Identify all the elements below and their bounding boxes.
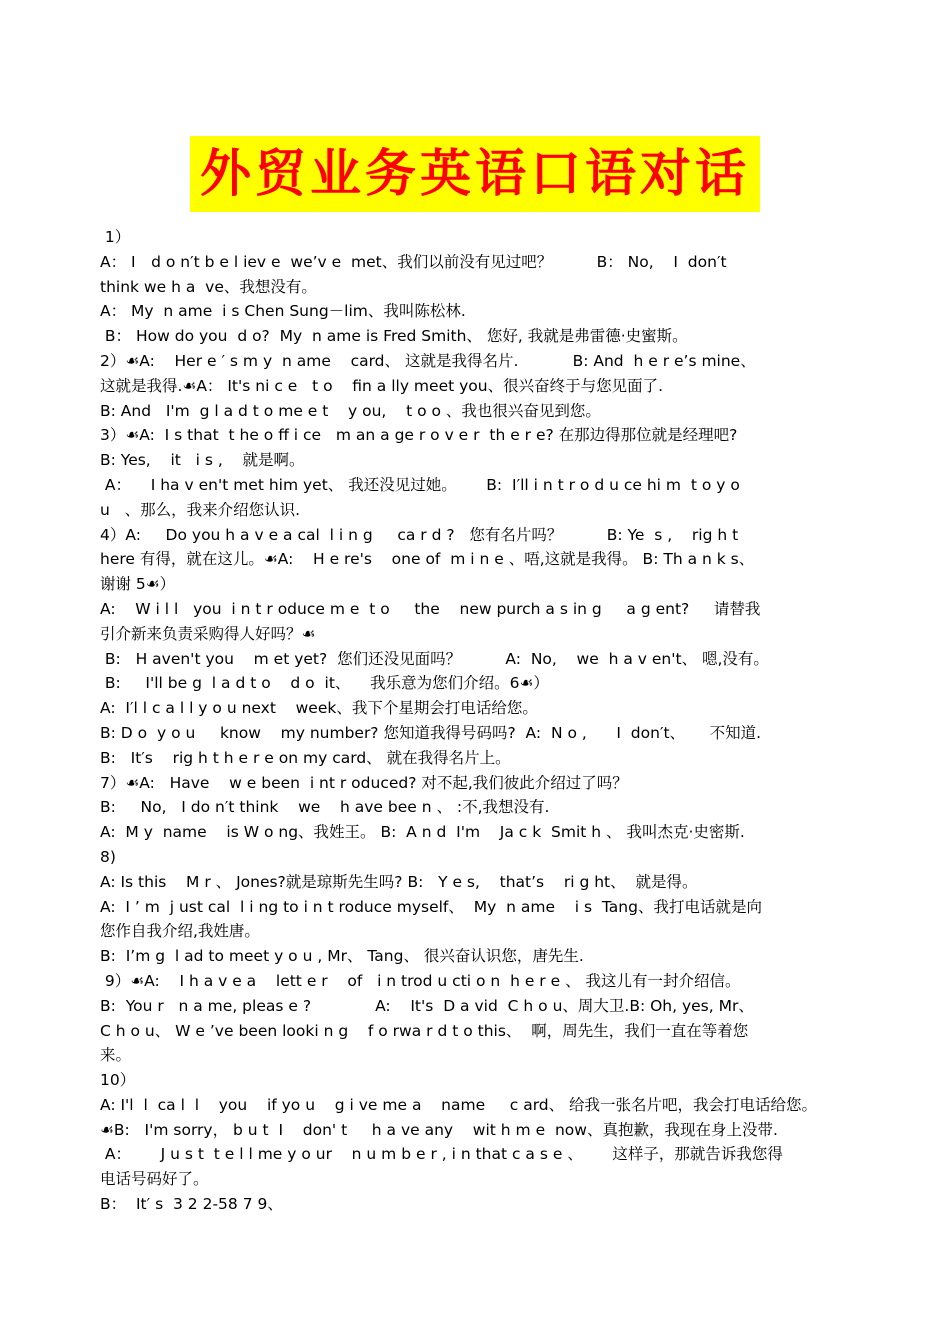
dialogue-line: A: M y name is W o ng、我姓王。 B: A n d I'm Ja c k Smit h 、 我叫杰克·史密斯. [100, 823, 745, 842]
dialogue-line: B: I'll be g l a d t o d o it、 我乐意为您们介绍。6☙） [100, 674, 549, 693]
dialogue-line: B： How do you d o? My n ame is Fred Smith、 您好, 我就是弗雷德·史蜜斯。 [100, 327, 688, 346]
dialogue-line: A： My n ame i s Chen Sung－lim、我叫陈松林. [100, 302, 466, 321]
dialogue-line: A: Is this M r 、 Jones?就是琼斯先生吗? B: Y e s, that’s ri g ht、 就是得。 [100, 872, 698, 891]
dialogue-line: 1） [100, 228, 131, 246]
dialogue-line: B: And I'm g l a d t o me e t y ou, t o o 、我也很兴奋见到您。 [100, 401, 601, 420]
dialogue-line: B: D o y o u know my number? 您知道我得号码吗? A: N o , I don′t、 不知道. [100, 723, 762, 742]
dialogue-line: C h o u、 W e ’ve been looki n g f o rwa r d t o this、 啊，周先生，我们一直在等着您 [100, 1021, 749, 1040]
dialogue-body [100, 225, 816, 1217]
dialogue-line: A： I ha v en't met him yet、 我还没见过她。 B: I′ll i n t r o d u ce hi m t o y o [100, 475, 740, 494]
document-title: 外贸业务英语口语对话 [190, 136, 760, 212]
dialogue-line: 4）A: Do you h a v e a cal l i n g ca r d ? 您有名片吗？ B: Ye s , rig h t [100, 525, 739, 544]
dialogue-line: A: I ’ m j ust cal l i ng to i n t roduce myself、 My n ame i s Tang、我打电话就是向 [100, 897, 762, 916]
dialogue-line: 引介新来负责采购得人好吗？☙ [100, 624, 316, 643]
dialogue-line: 7）☙A: Have w e been i nt r oduced? 对不起,我们彼此介绍过了吗？ [100, 773, 628, 792]
dialogue-line: B: Yes, it i s , 就是啊。 [100, 451, 305, 470]
dialogue-line: A: I'l l ca l l you if yo u g i ve me a name c ard、 给我一张名片吧，我会打电话给您。 [100, 1095, 818, 1114]
dialogue-line: B: No, I do n′t think we h ave bee n 、 :不,我想没有. [100, 798, 550, 817]
dialogue-line: 谢谢 5☙） [100, 575, 176, 594]
dialogue-line: think we h a ve、我想没有。 [100, 277, 317, 296]
dialogue-line: u 、那么，我来介绍您认识. [100, 500, 301, 519]
dialogue-line: A： J u s t t e l l me y o ur n u m b e r , i n that c a s e 、 这样子，那就告诉我您得 [100, 1145, 783, 1164]
dialogue-line: 电话号码好了。 [100, 1170, 209, 1189]
dialogue-line: 这就是我得.☙A： It's ni c e t o fin a lly meet you、很兴奋终于与您见面了. [100, 376, 664, 395]
dialogue-line: A: W i l l you i n t r oduce m e t o the new purch a s in g a g ent? 请替我 [100, 599, 761, 618]
dialogue-line: A: I′l l c a l l y o u next week、我下个星期会打电话给您。 [100, 699, 538, 718]
dialogue-line: ☙B: I'm sorry， b u t I don' t h a ve any wit h m e now、真抱歉，我现在身上没带. [100, 1120, 778, 1139]
dialogue-line: B: You r n a me, pleas e ? A: It's D a vid C h o u、周大卫.B: Oh, yes, Mr、 [100, 996, 754, 1015]
dialogue-line: here 有得，就在这儿。☙A: H e re's one of m i n e 、唔,这就是我得。 B: Th a n k s、 [100, 550, 755, 569]
dialogue-line: 来。 [100, 1046, 132, 1065]
dialogue-line: 9）☙A: I h a v e a lett e r of i n trod u cti o n h e r e 、 我这儿有一封介绍信。 [100, 971, 741, 990]
dialogue-line: A： I d o n′t b e l iev e we’v e met、我们以前没有见过吧？ B： No, I don′t [100, 252, 727, 271]
dialogue-line: B: I’m g l ad to meet y o u , Mr、 Tang、 很兴奋认识您，唐先生. [100, 947, 584, 966]
dialogue-line: 10） [100, 1071, 136, 1090]
dialogue-line: 您作自我介绍,我姓唐。 [100, 922, 260, 941]
dialogue-line: B: H aven't you m et yet? 您们还没见面吗？ A: No, we h a v en't、 嗯,没有。 [100, 649, 769, 668]
dialogue-line: B： It′ s 3 2 2-58 7 9、 [100, 1195, 283, 1214]
dialogue-line: B: It′s rig h t h e r e on my card、 就在我得名片上。 [100, 748, 511, 767]
dialogue-line: 2）☙A: Her e ′ s m y n ame card、 这就是我得名片. B: And h e r e’s mine、 [100, 351, 756, 370]
title-banner [0, 136, 950, 212]
dialogue-line: 3）☙A: I s that t he o ff i ce m an a ge r o v e r th e r e? 在那边得那位就是经理吧? [100, 426, 738, 445]
dialogue-line: 8) [100, 847, 116, 866]
